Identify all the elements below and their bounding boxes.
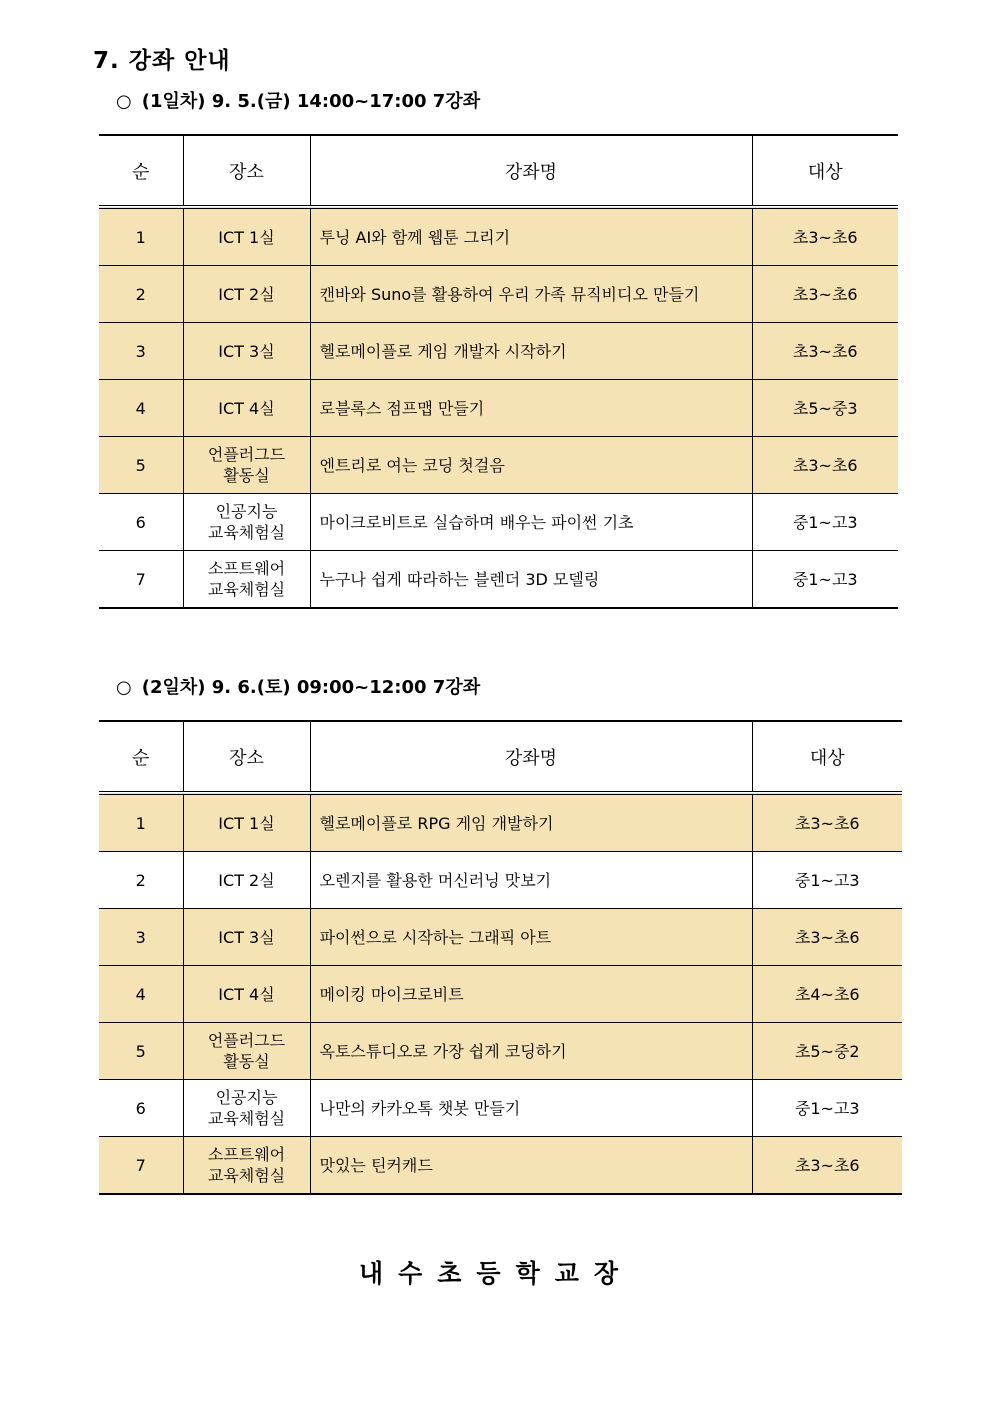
cell-course-name: 캔바와 Suno를 활용하여 우리 가족 뮤직비디오 만들기: [310, 266, 752, 323]
table-row: [99, 380, 898, 437]
cell-target: 중1~고3: [752, 551, 898, 609]
cell-place: 인공지능 교육체험실: [183, 494, 310, 551]
table-row: [99, 793, 902, 852]
cell-no: 2: [99, 266, 183, 323]
header-target: 대상: [752, 135, 898, 207]
table-header-row: [99, 721, 902, 793]
circle-bullet-icon: ○: [116, 91, 132, 112]
table-row: [99, 207, 898, 266]
cell-course-name: 헬로메이플로 게임 개발자 시작하기: [310, 323, 752, 380]
day2-course-table: [99, 720, 902, 1195]
day2-heading: [116, 673, 480, 699]
header-no: 순: [99, 721, 183, 793]
cell-place: 소프트웨어 교육체험실: [183, 551, 310, 609]
table-row: [99, 494, 898, 551]
cell-no: 7: [99, 551, 183, 609]
cell-course-name: 메이킹 마이크로비트: [310, 966, 752, 1023]
cell-no: 6: [99, 1080, 183, 1137]
cell-target: 중1~고3: [752, 1080, 902, 1137]
table-row: [99, 852, 902, 909]
circle-bullet-icon: ○: [116, 677, 132, 698]
cell-place: ICT 3실: [183, 323, 310, 380]
cell-place: ICT 2실: [183, 852, 310, 909]
cell-place: 소프트웨어 교육체험실: [183, 1137, 310, 1195]
cell-no: 3: [99, 909, 183, 966]
cell-place: ICT 3실: [183, 909, 310, 966]
cell-target: 초3~초6: [752, 266, 898, 323]
cell-place: 언플러그드 활동실: [183, 1023, 310, 1080]
table-row: [99, 909, 902, 966]
cell-no: 6: [99, 494, 183, 551]
section-title: 7. 강좌 안내: [93, 48, 231, 74]
school-principal-signature: 내수초등학교장: [358, 1259, 634, 1288]
table-row: [99, 1080, 902, 1137]
cell-no: 5: [99, 1023, 183, 1080]
header-course: 강좌명: [310, 135, 752, 207]
cell-target: 초3~초6: [752, 793, 902, 852]
table-header-row: [99, 135, 898, 207]
cell-no: 7: [99, 1137, 183, 1195]
cell-course-name: 투닝 AI와 함께 웹툰 그리기: [310, 207, 752, 266]
cell-course-name: 맛있는 틴커캐드: [310, 1137, 752, 1195]
header-no: 순: [99, 135, 183, 207]
cell-course-name: 오렌지를 활용한 머신러닝 맛보기: [310, 852, 752, 909]
cell-target: 초5~중2: [752, 1023, 902, 1080]
cell-target: 초3~초6: [752, 437, 898, 494]
cell-course-name: 엔트리로 여는 코딩 첫걸음: [310, 437, 752, 494]
cell-target: 중1~고3: [752, 852, 902, 909]
cell-target: 초3~초6: [752, 207, 898, 266]
cell-target: 초3~초6: [752, 909, 902, 966]
header-place: 장소: [183, 721, 310, 793]
cell-place: 언플러그드 활동실: [183, 437, 310, 494]
cell-course-name: 파이썬으로 시작하는 그래픽 아트: [310, 909, 752, 966]
table-row: [99, 323, 898, 380]
cell-no: 2: [99, 852, 183, 909]
cell-target: 초4~초6: [752, 966, 902, 1023]
cell-course-name: 옥토스튜디오로 가장 쉽게 코딩하기: [310, 1023, 752, 1080]
cell-no: 3: [99, 323, 183, 380]
cell-no: 1: [99, 207, 183, 266]
day1-title: (1일차) 9. 5.(금) 14:00~17:00 7강좌: [141, 91, 481, 112]
cell-place: ICT 2실: [183, 266, 310, 323]
table-row: [99, 551, 898, 609]
cell-place: 인공지능 교육체험실: [183, 1080, 310, 1137]
cell-target: 초5~중3: [752, 380, 898, 437]
cell-place: ICT 1실: [183, 207, 310, 266]
cell-no: 4: [99, 380, 183, 437]
day2-title: (2일차) 9. 6.(토) 09:00~12:00 7강좌: [141, 677, 481, 698]
cell-course-name: 로블록스 점프맵 만들기: [310, 380, 752, 437]
table-row: [99, 266, 898, 323]
table-row: [99, 966, 902, 1023]
cell-no: 4: [99, 966, 183, 1023]
header-course: 강좌명: [310, 721, 752, 793]
cell-course-name: 나만의 카카오톡 챗봇 만들기: [310, 1080, 752, 1137]
cell-target: 초3~초6: [752, 323, 898, 380]
cell-place: ICT 4실: [183, 966, 310, 1023]
cell-course-name: 마이크로비트로 실습하며 배우는 파이썬 기초: [310, 494, 752, 551]
cell-course-name: 누구나 쉽게 따라하는 블렌더 3D 모델링: [310, 551, 752, 609]
header-place: 장소: [183, 135, 310, 207]
cell-place: ICT 4실: [183, 380, 310, 437]
table-row: [99, 1137, 902, 1195]
cell-no: 5: [99, 437, 183, 494]
table-row: [99, 437, 898, 494]
day1-heading: [116, 87, 480, 113]
cell-target: 중1~고3: [752, 494, 898, 551]
cell-no: 1: [99, 793, 183, 852]
cell-target: 초3~초6: [752, 1137, 902, 1195]
cell-course-name: 헬로메이플로 RPG 게임 개발하기: [310, 793, 752, 852]
table-row: [99, 1023, 902, 1080]
header-target: 대상: [752, 721, 902, 793]
day1-course-table: [99, 134, 898, 609]
cell-place: ICT 1실: [183, 793, 310, 852]
